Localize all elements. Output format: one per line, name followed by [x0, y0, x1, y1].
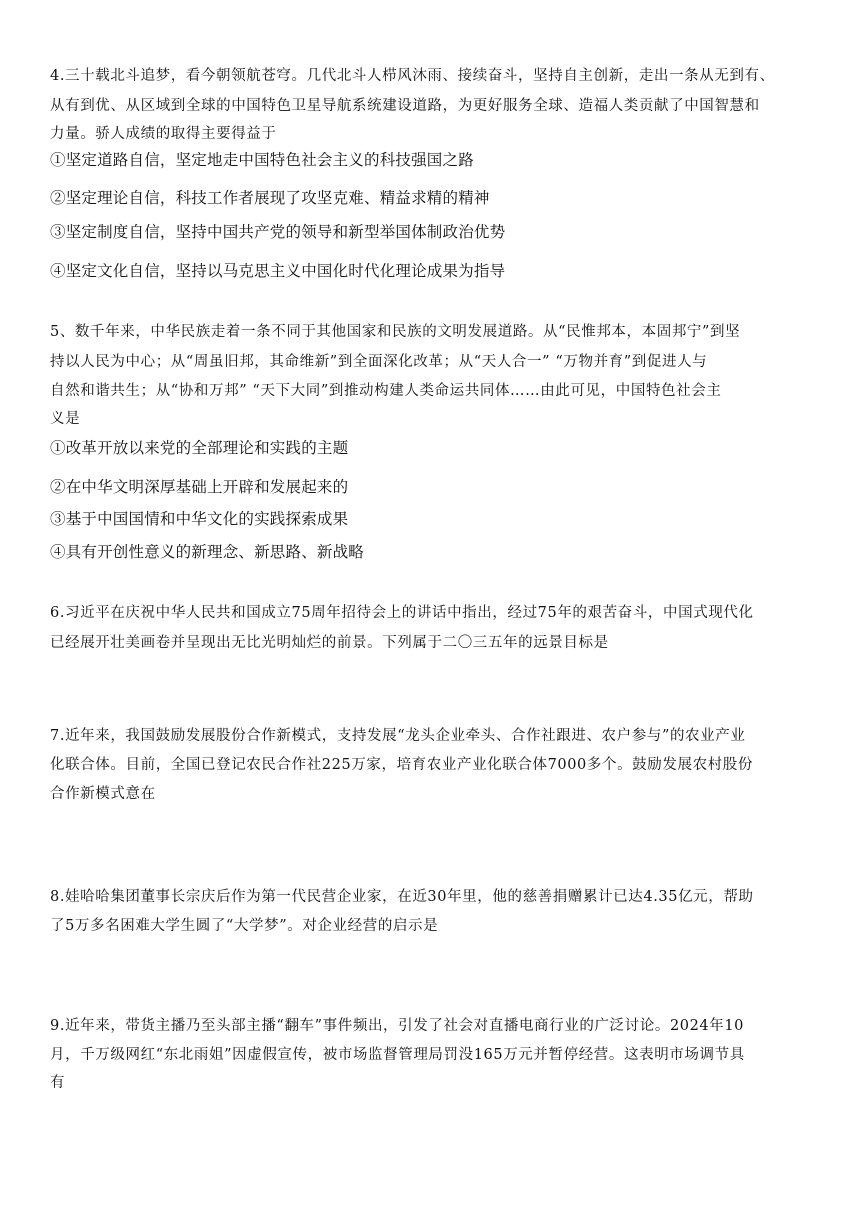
- q4-stem-line-2: 从有到优、从区域到全球的中国特色卫星导航系统建设道路，为更好服务全球、造福人类贡献了中国智慧和: [50, 98, 760, 114]
- q4-stem-line-1: 4.三十载北斗追梦，看今朝领航苍穹。几代北斗人栉风沐雨、接续奋斗，坚持自主创新，走出一条从无到有、: [50, 68, 775, 84]
- q5-statement-4: ④具有开创性意义的新理念、新思路、新战略: [50, 543, 365, 561]
- q8-stem-line-2: 了5万多名困难大学生圆了“大学梦”。对企业经营的启示是: [50, 918, 439, 934]
- q5-stem-line-1: 5、数千年来，中华民族走着一条不同于其他国家和民族的文明发展道路。从“民惟邦本，本固邦宁”到坚: [50, 324, 741, 340]
- q7-stem-line-1: 7.近年来，我国鼓励发展股份合作新模式，支持发展“龙头企业牵头、合作社跟进、农户参与”的农业产业: [50, 728, 746, 744]
- q9-stem-line-3: 有: [50, 1075, 66, 1091]
- q6-stem-line-2: 已经展开壮美画卷并呈现出无比光明灿烂的前景。下列属于二〇三五年的远景目标是: [50, 635, 609, 651]
- q7-stem-line-3: 合作新模式意在: [50, 786, 156, 802]
- q7-stem-line-2: 化联合体。目前，全国已登记农民合作社225万家，培育农业产业化联合体7000多个。鼓励发展农村股份: [50, 757, 753, 773]
- q4-stem-line-3: 力量。骄人成绩的取得主要得益于: [50, 126, 277, 142]
- q4-statement-3: ③坚定制度自信，坚持中国共产党的领导和新型举国体制政治优势: [50, 223, 506, 241]
- q5-stem-line-4: 义是: [50, 411, 81, 427]
- q5-statement-1: ①改革开放以来党的全部理论和实践的主题: [50, 439, 349, 457]
- q8-stem-line-1: 8.娃哈哈集团董事长宗庆后作为第一代民营企业家，在近30年里，他的慈善捐赠累计已达4.35亿元，帮助: [50, 889, 754, 905]
- q4-statement-2: ②坚定理论自信，科技工作者展现了攻坚克难、精益求精的精神: [50, 189, 490, 207]
- q4-statement-4: ④坚定文化自信，坚持以马克思主义中国化时代化理论成果为指导: [50, 262, 506, 280]
- q5-stem-line-3: 自然和谐共生；从“协和万邦” “天下大同”到推动构建人类命运共同体……由此可见，中国特色社会主: [50, 383, 722, 399]
- q9-stem-line-1: 9.近年来，带货主播乃至头部主播“翻车”事件频出，引发了社会对直播电商行业的广泛讨论。2024年10: [50, 1018, 745, 1034]
- q6-stem-line-1: 6.习近平在庆祝中华人民共和国成立75周年招待会上的讲话中指出，经过75年的艰苦奋斗，中国式现代化: [50, 605, 754, 621]
- q5-statement-3: ③基于中国国情和中华文化的实践探索成果: [50, 510, 349, 528]
- q4-statement-1: ①坚定道路自信，坚定地走中国特色社会主义的科技强国之路: [50, 151, 474, 169]
- q9-stem-line-2: 月，千万级网红“东北雨姐”因虚假宣传，被市场监督管理局罚没165万元并暂停经营。这表明市场调节具: [50, 1047, 745, 1063]
- q5-stem-line-2: 持以人民为中心；从“周虽旧邦，其命维新”到全面深化改革；从“天人合一” “万物并育”到促进人与: [50, 354, 708, 370]
- q5-statement-2: ②在中华文明深厚基础上开辟和发展起来的: [50, 478, 349, 496]
